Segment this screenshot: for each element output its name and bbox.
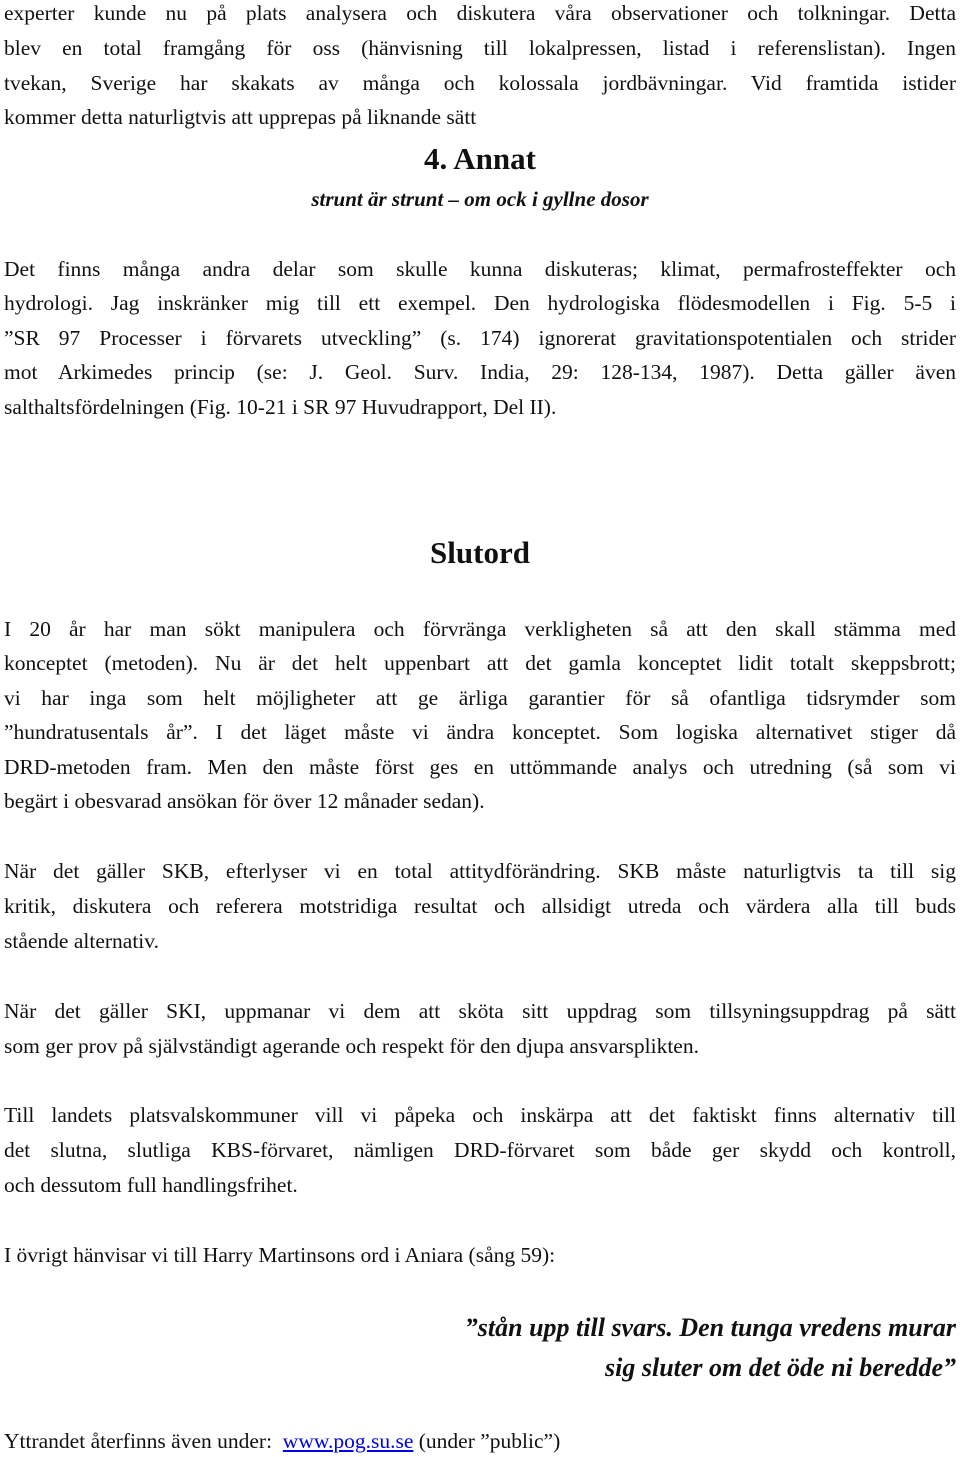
intro-line-3: tvekan, Sverige har skakats av många och kolossala jordbävningar. Vid framtida istider xyxy=(4,71,956,95)
slutord-p4-line-1: Till landets platsvalskommuner vill vi påpeka och inskärpa att det faktiskt finns alternativ till xyxy=(4,1103,956,1127)
footer-prefix: Yttrandet återfinns även under: xyxy=(4,1429,283,1453)
pog-link[interactable]: www.pog.su.se xyxy=(282,1429,414,1453)
slutord-p5: I övrigt hänvisar vi till Harry Martinsons ord i Aniara (sång 59): xyxy=(4,1243,556,1267)
slutord-p1-line-2: konceptet (metoden). Nu är det helt uppenbart att det gamla konceptet lidit totalt skeppsbrott; xyxy=(4,651,956,675)
slutord-p2-line-3: stående alternativ. xyxy=(4,929,160,953)
slutord-p1-line-6: begärt i obesvarad ansökan för över 12 månader sedan). xyxy=(4,789,485,813)
slutord-p3-line-2: som ger prov på självständigt agerande och respekt för den djupa ansvarsplikten. xyxy=(4,1034,699,1058)
footer-suffix: (under ”public”) xyxy=(413,1429,561,1453)
section4-line-2: hydrologi. Jag inskränker mig till ett exempel. Den hydrologiska flödesmodellen i Fig. 5-5 i xyxy=(4,291,956,315)
slutord-p1-line-5: DRD-metoden fram. Men den måste först ges en uttömmande analys och utredning (så som vi xyxy=(4,755,956,779)
slutord-p4-line-3: och dessutom full handlingsfrihet. xyxy=(4,1173,298,1197)
intro-line-4: kommer detta naturligtvis att upprepas på liknande sätt xyxy=(4,105,477,129)
slutord-p1-line-4: ”hundratusentals år”. I det läget måste vi ändra konceptet. Som logiska alternativet stiger då xyxy=(4,720,956,744)
section4-line-1: Det finns många andra delar som skulle kunna diskuteras; klimat, permafrosteffekter och xyxy=(4,257,956,281)
section4-line-5: salthaltsfördelningen (Fig. 10-21 i SR 97 Huvudrapport, Del II). xyxy=(4,395,557,419)
slutord-p3-line-1: När det gäller SKI, uppmanar vi dem att sköta sitt uppdrag som tillsyningsuppdrag på sätt xyxy=(4,999,956,1023)
slutord-p1-line-3: vi har inga som helt möjligheter att ge ärliga garantier för så ofantliga tidsrymder som xyxy=(4,686,956,710)
intro-line-1: experter kunde nu på plats analysera och diskutera våra observationer och tolkningar. Detta xyxy=(4,1,956,25)
slutord-p4-line-2: det slutna, slutliga KBS-förvaret, nämligen DRD-förvaret som både ger skydd och kontroll, xyxy=(4,1138,956,1162)
section-subtitle: strunt är strunt – om ock i gyllne dosor xyxy=(311,187,649,211)
aniara-quote-line-1: ”stån upp till svars. Den tunga vredens murar xyxy=(464,1313,956,1342)
section4-line-3: ”SR 97 Processer i förvarets utveckling” (s. 174) ignorerat gravitationspotentialen och strider xyxy=(4,326,956,350)
aniara-quote-line-2: sig sluter om det öde ni beredde” xyxy=(605,1353,956,1382)
slutord-p1-line-1: I 20 år har man sökt manipulera och förvränga verkligheten så att den skall stämma med xyxy=(4,617,956,641)
section4-line-4: mot Arkimedes princip (se: J. Geol. Surv. India, 29: 128-134, 1987). Detta gäller även xyxy=(4,360,956,384)
slutord-p2-line-1: När det gäller SKB, efterlyser vi en total attitydförändring. SKB måste naturligtvis ta till sig xyxy=(4,859,956,883)
intro-line-2: blev en total framgång för oss (hänvisning till lokalpressen, listad i referenslistan). Ingen xyxy=(4,36,956,60)
slutord-p2-line-2: kritik, diskutera och referera motstridiga resultat och allsidigt utreda och värdera alla till buds xyxy=(4,894,956,918)
footer-note xyxy=(4,1428,560,1454)
section-heading-annat: 4. Annat xyxy=(424,141,536,176)
section-heading-slutord: Slutord xyxy=(430,535,530,570)
